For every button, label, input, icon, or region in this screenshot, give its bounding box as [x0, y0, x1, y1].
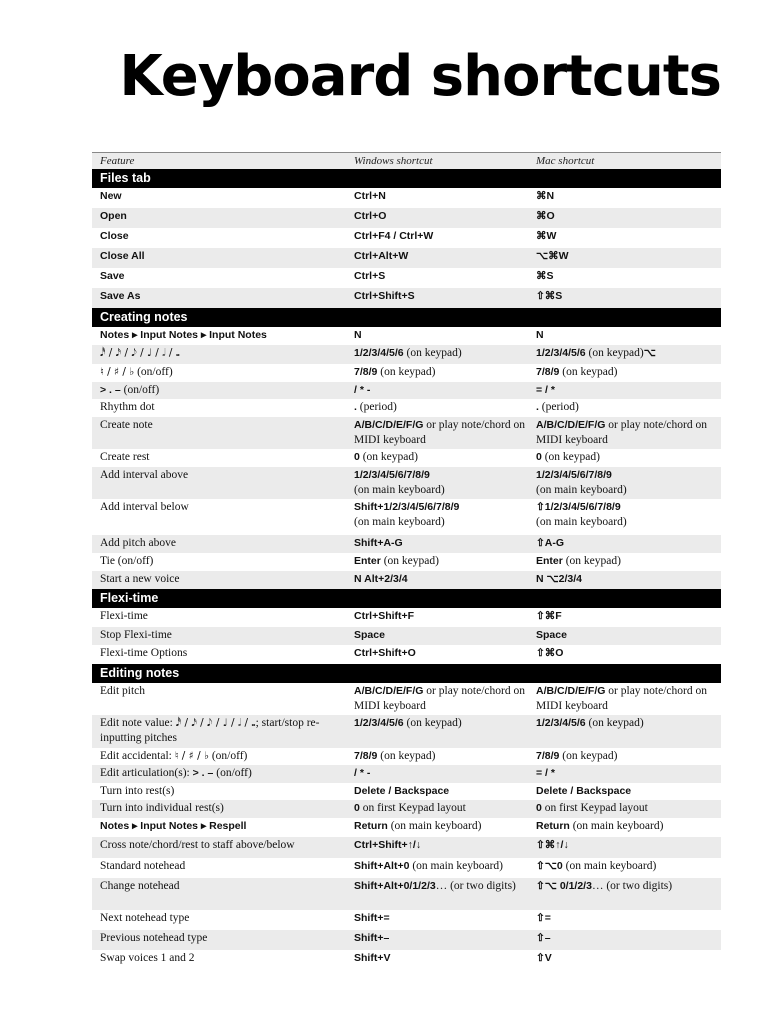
- cell-text: (on keypad): [377, 750, 436, 762]
- feature-cell: [92, 783, 354, 799]
- windows-cell: [354, 800, 536, 816]
- table-row: [92, 608, 721, 627]
- mac-cell: [536, 208, 721, 224]
- mac-cell: [536, 783, 721, 799]
- cell-text: A/B/C/D/E/F/G: [354, 685, 424, 697]
- cell-text: Shift+=: [354, 912, 390, 924]
- feature-cell: [92, 399, 354, 415]
- cell-text: Stop Flexi-time: [100, 629, 172, 641]
- cell-text: (on main keyboard): [536, 516, 627, 528]
- cell-text: Ctrl+Alt+W: [354, 250, 409, 262]
- cell-text: ⇧⌘O: [536, 647, 564, 659]
- table-row: [92, 248, 721, 268]
- cell-text: Ctrl+O: [354, 210, 387, 222]
- cell-text: ⇧A-G: [536, 537, 565, 549]
- cell-text: Space: [536, 629, 567, 641]
- mac-cell: [536, 467, 721, 498]
- feature-cell: [92, 499, 354, 515]
- table-row: [92, 950, 721, 970]
- cell-text: ⌘W: [536, 230, 557, 242]
- cell-text: 𝅘𝅥𝅰 / 𝅘𝅥𝅯 / 𝅘𝅥𝅮 / ♩ / 𝅗𝅥 / 𝅝: [100, 347, 180, 359]
- table-row: [92, 765, 721, 783]
- feature-cell: [92, 535, 354, 551]
- windows-cell: [354, 535, 536, 551]
- feature-cell: [92, 417, 354, 433]
- table-row: [92, 399, 721, 417]
- cell-text: Add interval below: [100, 501, 189, 513]
- mac-cell: [536, 288, 721, 304]
- cell-text: or play note/chord on MIDI keyboard: [354, 685, 525, 712]
- cell-text: (on main keyboard): [562, 860, 657, 872]
- cell-text: on first Keypad layout: [359, 802, 466, 814]
- cell-text: Enter: [354, 555, 381, 567]
- cell-text: ⇧=: [536, 912, 551, 924]
- feature-cell: [92, 268, 354, 284]
- mac-cell: [536, 748, 721, 764]
- cell-text: A/B/C/D/E/F/G: [536, 685, 606, 697]
- cell-text: (on keypad): [403, 347, 462, 359]
- windows-cell: [354, 608, 536, 624]
- cell-text: Tie (on/off): [100, 555, 154, 567]
- mac-cell: [536, 818, 721, 834]
- mac-cell: [536, 417, 721, 448]
- cell-text: Swap voices 1 and 2: [100, 952, 195, 964]
- cell-text: (on keypad): [559, 750, 618, 762]
- cell-text: ⌥⌘W: [536, 250, 569, 262]
- windows-cell: [354, 910, 536, 926]
- cell-text: ⇧–: [536, 932, 551, 944]
- cell-text: 7/8/9: [354, 366, 378, 378]
- cell-text: Open: [100, 210, 127, 222]
- table-row: [92, 364, 721, 382]
- cell-text: N Alt+2/3/4: [354, 573, 408, 585]
- cell-text: Flexi-time: [100, 610, 148, 622]
- cell-text: Shift+A-G: [354, 537, 403, 549]
- mac-cell: [536, 553, 721, 569]
- cell-text: Previous notehead type: [100, 932, 208, 944]
- cell-text: Return: [536, 820, 570, 832]
- windows-cell: [354, 208, 536, 224]
- cell-text: ⌥: [643, 347, 656, 359]
- windows-cell: [354, 571, 536, 587]
- cell-text: 0: [354, 802, 360, 814]
- feature-cell: [92, 188, 354, 204]
- feature-cell: [92, 288, 354, 304]
- cell-text: Flexi-time Options: [100, 647, 188, 659]
- windows-cell: [354, 467, 536, 498]
- cell-text: > . –: [192, 767, 214, 779]
- feature-cell: [92, 345, 354, 361]
- feature-cell: [92, 800, 354, 816]
- table-row: [92, 188, 721, 208]
- cell-text: ⇧V: [536, 952, 552, 964]
- mac-cell: [536, 627, 721, 643]
- feature-cell: [92, 608, 354, 624]
- section-header: Editing notes: [92, 664, 721, 683]
- mac-cell: [536, 930, 721, 946]
- feature-cell: [92, 553, 354, 569]
- cell-text: ⌘N: [536, 190, 555, 202]
- cell-text: (on keypad): [562, 555, 621, 567]
- mac-cell: [536, 608, 721, 624]
- mac-cell: [536, 535, 721, 551]
- table-row: [92, 268, 721, 288]
- cell-text: 7/8/9: [536, 750, 560, 762]
- table-row: [92, 878, 721, 910]
- table-row: [92, 645, 721, 664]
- cell-text: (on/off): [213, 767, 252, 779]
- cell-text: Delete / Backspace: [536, 785, 632, 797]
- feature-cell: [92, 248, 354, 264]
- feature-cell: [92, 364, 354, 380]
- cell-text: Change notehead: [100, 880, 180, 892]
- windows-cell: [354, 748, 536, 764]
- cell-text: ⌘O: [536, 210, 555, 222]
- table-row: [92, 208, 721, 228]
- table-row: [92, 499, 721, 535]
- feature-cell: [92, 627, 354, 643]
- windows-cell: [354, 765, 536, 781]
- windows-cell: [354, 837, 536, 853]
- mac-cell: [536, 800, 721, 816]
- cell-text: Shift+V: [354, 952, 391, 964]
- cell-text: Save: [100, 270, 125, 282]
- cell-text: Turn into rest(s): [100, 785, 175, 797]
- mac-cell: [536, 858, 721, 874]
- feature-cell: [92, 645, 354, 661]
- cell-text: A/B/C/D/E/F/G: [354, 419, 424, 431]
- windows-cell: [354, 858, 536, 874]
- feature-cell: [92, 858, 354, 874]
- windows-cell: [354, 930, 536, 946]
- cell-text: 1/2/3/4/5/6: [536, 347, 586, 359]
- table-row: [92, 449, 721, 467]
- cell-text: Next notehead type: [100, 912, 190, 924]
- cell-text: (on main keyboard): [409, 860, 504, 872]
- mac-cell: [536, 399, 721, 415]
- feature-cell: [92, 228, 354, 244]
- table-row: [92, 382, 721, 399]
- page-title: Keyboard shortcuts: [119, 44, 721, 109]
- header-feature: Feature: [100, 155, 135, 167]
- table-row: [92, 327, 721, 345]
- cell-text: 1/2/3/4/5/6/7/8/9: [354, 469, 430, 481]
- cell-text: Edit accidental:: [100, 750, 175, 762]
- cell-text: 0: [354, 451, 360, 463]
- feature-cell: [92, 449, 354, 465]
- cell-text: / * -: [354, 384, 371, 396]
- cell-text: ⇧⌥ 0/1/2/3: [536, 880, 592, 892]
- cell-text: 0: [536, 802, 542, 814]
- mac-cell: [536, 571, 721, 587]
- cell-text: Start a new voice: [100, 573, 180, 585]
- mac-cell: [536, 499, 721, 530]
- mac-cell: [536, 228, 721, 244]
- feature-cell: [92, 382, 354, 398]
- cell-text: 7/8/9: [536, 366, 560, 378]
- feature-cell: [92, 765, 354, 781]
- cell-text: Standard notehead: [100, 860, 186, 872]
- cell-text: .: [354, 401, 357, 413]
- cell-text: A/B/C/D/E/F/G: [536, 419, 606, 431]
- table-row: [92, 417, 721, 449]
- feature-cell: [92, 571, 354, 587]
- cell-text: Ctrl+Shift+S: [354, 290, 415, 302]
- feature-cell: [92, 950, 354, 966]
- cell-text: ⇧⌘S: [536, 290, 563, 302]
- cell-text: Notes ▸ Input Notes ▸ Respell: [100, 820, 247, 832]
- cell-text: or play note/chord on MIDI keyboard: [536, 419, 707, 446]
- cell-text: Shift+1/2/3/4/5/6/7/8/9: [354, 501, 460, 513]
- cell-text: (period): [356, 401, 397, 413]
- mac-cell: [536, 910, 721, 926]
- section-header: Files tab: [92, 169, 721, 188]
- cell-text: Ctrl+F4 / Ctrl+W: [354, 230, 434, 242]
- cell-text: or play note/chord on MIDI keyboard: [354, 419, 525, 446]
- cell-text: (on keypad): [559, 366, 618, 378]
- windows-cell: [354, 783, 536, 799]
- cell-text: Ctrl+N: [354, 190, 386, 202]
- windows-cell: [354, 645, 536, 661]
- cell-text: .: [536, 401, 539, 413]
- cell-text: Ctrl+Shift+O: [354, 647, 416, 659]
- feature-cell: [92, 748, 354, 764]
- cell-text: (on keypad): [380, 555, 439, 567]
- windows-cell: [354, 382, 536, 398]
- cell-text: Notes ▸ Input Notes ▸ Input Notes: [100, 329, 267, 341]
- windows-cell: [354, 268, 536, 284]
- feature-cell: [92, 818, 354, 834]
- feature-cell: [92, 467, 354, 483]
- cell-text: > . –: [100, 384, 121, 396]
- table-row: [92, 858, 721, 878]
- windows-cell: [354, 499, 536, 530]
- mac-cell: [536, 765, 721, 781]
- table-row: [92, 930, 721, 950]
- cell-text: (on/off): [134, 366, 173, 378]
- cell-text: Ctrl+Shift+F: [354, 610, 415, 622]
- cell-text: 1/2/3/4/5/6: [354, 347, 404, 359]
- mac-cell: [536, 345, 721, 361]
- mac-cell: [536, 248, 721, 264]
- cell-text: Return: [354, 820, 388, 832]
- windows-cell: [354, 818, 536, 834]
- cell-text: Turn into individual rest(s): [100, 802, 224, 814]
- mac-cell: [536, 188, 721, 204]
- windows-cell: [354, 327, 536, 343]
- cell-text: ♮ / ♯ / ♭: [100, 366, 135, 378]
- cell-text: (on main keyboard): [354, 516, 445, 528]
- cell-text: Close All: [100, 250, 145, 262]
- mac-cell: [536, 950, 721, 966]
- table-row: [92, 800, 721, 818]
- cell-text: ⇧⌘F: [536, 610, 562, 622]
- cell-text: (on/off): [120, 384, 160, 396]
- windows-cell: [354, 878, 536, 894]
- cell-text: ⇧1/2/3/4/5/6/7/8/9: [536, 501, 621, 513]
- mac-cell: [536, 837, 721, 853]
- cell-text: 𝅘𝅥𝅰 / 𝅘𝅥𝅯 / 𝅘𝅥𝅮 / ♩ / 𝅗𝅥 / 𝅝: [175, 717, 256, 729]
- windows-cell: [354, 188, 536, 204]
- cell-text: (period): [538, 401, 579, 413]
- feature-cell: [92, 208, 354, 224]
- cell-text: 7/8/9: [354, 750, 378, 762]
- cell-text: (on main keyboard): [569, 820, 664, 832]
- table-row: [92, 783, 721, 800]
- cell-text: ; start/stop re-inputting pitches: [100, 717, 320, 744]
- cell-text: Edit pitch: [100, 685, 146, 697]
- cell-text: … (or two digits): [435, 880, 516, 892]
- cell-text: Add pitch above: [100, 537, 177, 549]
- cell-text: ♮ / ♯ / ♭: [174, 750, 209, 762]
- feature-cell: [92, 683, 354, 699]
- cell-text: Close: [100, 230, 129, 242]
- table-row: [92, 818, 721, 837]
- cell-text: (on main keyboard): [354, 484, 445, 496]
- table-row: [92, 715, 721, 748]
- cell-text: N ⌥2/3/4: [536, 573, 582, 585]
- cell-text: (on keypad): [585, 717, 644, 729]
- cell-text: (on keypad): [377, 366, 436, 378]
- mac-cell: [536, 364, 721, 380]
- cell-text: / * -: [354, 767, 371, 779]
- windows-cell: [354, 345, 536, 361]
- cell-text: 1/2/3/4/5/6/7/8/9: [536, 469, 612, 481]
- cell-text: N: [536, 329, 544, 341]
- cell-text: (on main keyboard): [536, 484, 627, 496]
- header-windows: Windows shortcut: [354, 155, 433, 167]
- mac-cell: [536, 878, 721, 894]
- table-row: [92, 571, 721, 589]
- cell-text: Ctrl+Shift+↑/↓: [354, 839, 422, 851]
- table-row: [92, 683, 721, 715]
- table-body: [92, 169, 721, 970]
- windows-cell: [354, 715, 536, 731]
- feature-cell: [92, 910, 354, 926]
- feature-cell: [92, 327, 354, 343]
- cell-text: ⇧⌥0: [536, 860, 563, 872]
- windows-cell: [354, 627, 536, 643]
- cell-text: Shift+Alt+0/1/2/3: [354, 880, 436, 892]
- cell-text: 1/2/3/4/5/6: [536, 717, 586, 729]
- table-row: [92, 535, 721, 553]
- cell-text: or play note/chord on MIDI keyboard: [536, 685, 707, 712]
- cell-text: = / *: [536, 384, 555, 396]
- mac-cell: [536, 382, 721, 398]
- mac-cell: [536, 715, 721, 731]
- windows-cell: [354, 449, 536, 465]
- cell-text: 0: [536, 451, 542, 463]
- table-row: [92, 837, 721, 858]
- table-row: [92, 345, 721, 364]
- shortcuts-table: [92, 152, 721, 970]
- cell-text: (on main keyboard): [387, 820, 482, 832]
- mac-cell: [536, 449, 721, 465]
- table-row: [92, 748, 721, 765]
- cell-text: Ctrl+S: [354, 270, 386, 282]
- feature-cell: [92, 878, 354, 894]
- table-row: [92, 228, 721, 248]
- cell-text: on first Keypad layout: [541, 802, 648, 814]
- table-row: [92, 910, 721, 930]
- table-header: [92, 152, 721, 169]
- table-row: [92, 627, 721, 645]
- windows-cell: [354, 248, 536, 264]
- cell-text: ⌘S: [536, 270, 554, 282]
- cell-text: (on keypad): [359, 451, 418, 463]
- cell-text: N: [354, 329, 362, 341]
- cell-text: ⇧⌘↑/↓: [536, 839, 569, 851]
- cell-text: Shift+–: [354, 932, 390, 944]
- cell-text: Space: [354, 629, 385, 641]
- cell-text: (on keypad): [541, 451, 600, 463]
- cell-text: Delete / Backspace: [354, 785, 450, 797]
- windows-cell: [354, 417, 536, 448]
- cell-text: Add interval above: [100, 469, 189, 481]
- section-header: Flexi-time: [92, 589, 721, 608]
- mac-cell: [536, 327, 721, 343]
- windows-cell: [354, 553, 536, 569]
- table-row: [92, 467, 721, 499]
- table-row: [92, 553, 721, 571]
- windows-cell: [354, 683, 536, 714]
- cell-text: Shift+Alt+0: [354, 860, 410, 872]
- header-mac: Mac shortcut: [536, 155, 595, 167]
- cell-text: 1/2/3/4/5/6: [354, 717, 404, 729]
- cell-text: … (or two digits): [591, 880, 673, 892]
- mac-cell: [536, 645, 721, 661]
- cell-text: Save As: [100, 290, 141, 302]
- cell-text: New: [100, 190, 122, 202]
- cell-text: Create rest: [100, 451, 150, 463]
- windows-cell: [354, 288, 536, 304]
- cell-text: Edit articulation(s):: [100, 767, 193, 779]
- windows-cell: [354, 950, 536, 966]
- windows-cell: [354, 228, 536, 244]
- table-row: [92, 288, 721, 308]
- mac-cell: [536, 683, 721, 714]
- cell-text: Create note: [100, 419, 153, 431]
- cell-text: Cross note/chord/rest to staff above/below: [100, 839, 295, 851]
- cell-text: = / *: [536, 767, 555, 779]
- windows-cell: [354, 364, 536, 380]
- cell-text: Edit note value:: [100, 717, 176, 729]
- cell-text: (on keypad): [403, 717, 462, 729]
- cell-text: (on keypad): [585, 347, 644, 359]
- cell-text: Enter: [536, 555, 563, 567]
- feature-cell: [92, 837, 354, 853]
- feature-cell: [92, 930, 354, 946]
- feature-cell: [92, 715, 354, 746]
- section-header: Creating notes: [92, 308, 721, 327]
- cell-text: Rhythm dot: [100, 401, 155, 413]
- cell-text: (on/off): [208, 750, 248, 762]
- windows-cell: [354, 399, 536, 415]
- mac-cell: [536, 268, 721, 284]
